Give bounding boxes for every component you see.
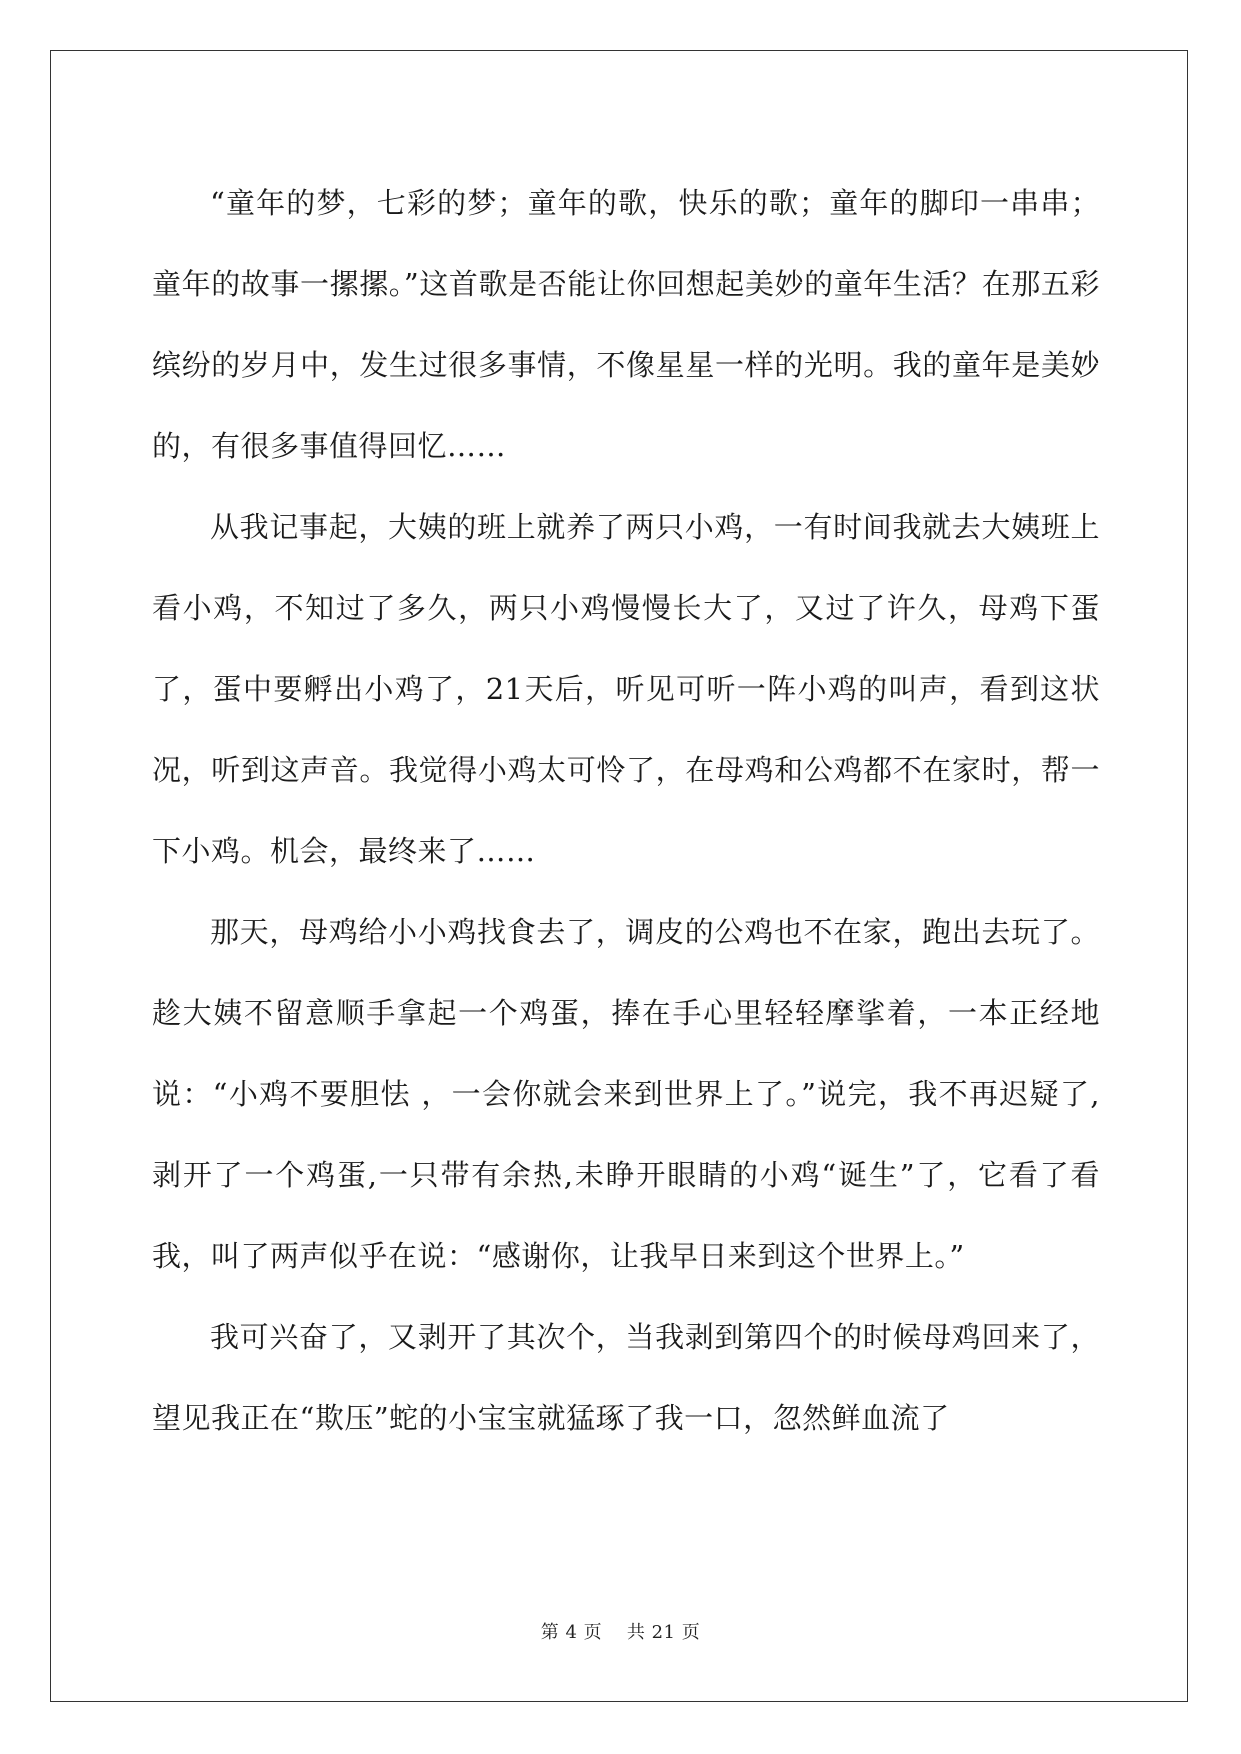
paragraph-opening-egg: 那天，母鸡给小小鸡找食去了，调皮的公鸡也不在家，跑出去玩了。趁大姨不留意顺手拿起一个鸡蛋，捧在手心里轻轻摩挲着，一本正经地说：“小鸡不要胆怯 ，一会你就会来到世界上了。”说完，我不再迟疑了,剥开了一个鸡蛋,一只带有余热,未睁开眼睛的小鸡“诞生”了，它看了看我，叫了两声似乎在说：“感谢你，让我早日来到这个世界上。” (152, 915, 1100, 1273)
page-number-footer: 第 4 页 共 21 页 (540, 1622, 701, 1643)
document-body (152, 163, 1100, 1459)
paragraph-hen-returns: 我可兴奋了，又剥开了其次个，当我剥到第四个的时候母鸡回来了，望见我正在“欺压”蛇的小宝宝就猛琢了我一口，忽然鲜血流了 (152, 1320, 1100, 1435)
paragraph-childhood-song: “童年的梦，七彩的梦；童年的歌，快乐的歌；童年的脚印一串串；童年的故事一摞摞。”这首歌是否能让你回想起美妙的童年生活？在那五彩缤纷的岁月中，发生过很多事情，不像星星一样的光明。我的童年是美妙的，有很多事值得回忆…… (152, 186, 1100, 463)
paragraph-chicks-at-aunt-class: 从我记事起，大姨的班上就养了两只小鸡，一有时间我就去大姨班上看小鸡，不知过了多久，两只小鸡慢慢长大了，又过了许久，母鸡下蛋了，蛋中要孵出小鸡了，21天后，听见可听一阵小鸡的叫声，看到这状况，听到这声音。我觉得小鸡太可怜了，在母鸡和公鸡都不在家时，帮一下小鸡。机会，最终来了…… (152, 510, 1100, 868)
